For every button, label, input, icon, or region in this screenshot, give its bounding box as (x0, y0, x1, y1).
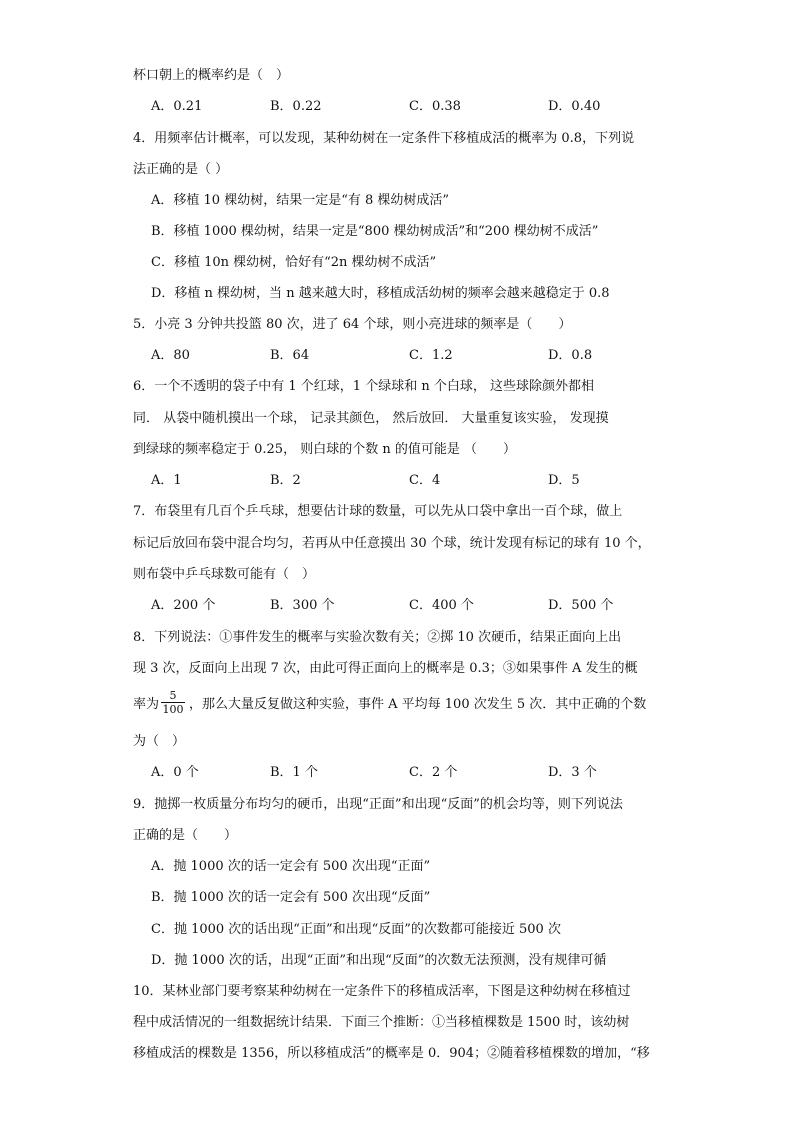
q7-options (151, 597, 691, 615)
q4-choice-b: B．移植 1000 棵幼树，结果一定是“800 棵幼树成活”和“200 棵幼树不成活” (151, 224, 599, 239)
q4-choice-a: A．移植 10 棵幼树，结果一定是“有 8 棵幼树成活” (151, 193, 450, 208)
q4-choice-d: D．移植 n 棵幼树，当 n 越来越大时，移植成活幼树的频率会越来越稳定于 0.8 (151, 286, 610, 301)
option-d: D．0.8 (548, 348, 593, 363)
q4-stem-line1: 4．用频率估计概率，可以发现，某种幼树在一定条件下移植成活的概率为 0.8，下列说 (133, 131, 635, 146)
q5-stem: 5．小亮 3 分钟共投篮 80 次，进了 64 个球，则小亮进球的频率是（ ） (133, 317, 572, 332)
q9-stem-line1: 9．抛掷一枚质量分布均匀的硬币，出现“正面”和出现“反面”的机会均等，则下列说法 (133, 797, 623, 812)
q9-choice-d: D．抛 1000 次的话，出现“正面”和出现“反面”的次数无法预测，没有规律可循 (151, 953, 607, 968)
q8-stem-line1: 8．下列说法：①事件发生的概率与实验次数有关；②掷 10 次硬币，结果正面向上出 (133, 630, 622, 645)
q8-stem-line2: 现 3 次，反面向上出现 7 次，由此可得正面向上的概率是 0.3；③如果事件 A 发生的概 (133, 661, 638, 676)
option-b: B．0.22 (270, 99, 322, 114)
q3-options (151, 98, 691, 116)
option-c: C．1.2 (409, 348, 453, 363)
fraction-numerator: 5 (161, 689, 185, 703)
option-a: A．0 个 (151, 765, 199, 780)
option-c: C．400 个 (409, 598, 474, 613)
q10-stem-line3: 移植成活的棵数是 1356，所以移植成活”的概率是 0．904；②随着移植棵数的增加，“移 (133, 1046, 650, 1061)
option-b: B．2 (270, 473, 301, 488)
option-c: C．0.38 (409, 99, 461, 114)
q8-stem-line4: 为（ ） (133, 734, 186, 749)
q6-stem-line3: 到绿球的频率稳定于 0.25， 则白球的个数 n 的值可能是 （ ） (133, 442, 516, 457)
q9-choice-c: C．抛 1000 次的话出现“正面”和出现“反面”的次数都可能接近 500 次 (151, 922, 561, 937)
option-d: D．500 个 (548, 598, 614, 613)
option-a: A．200 个 (151, 598, 216, 613)
option-a: A．80 (151, 348, 190, 363)
option-d: D．5 (548, 473, 580, 488)
q9-choice-b: B．抛 1000 次的话一定会有 500 次出现“反面” (151, 890, 431, 905)
option-b: B．1 个 (270, 765, 318, 780)
q8-stem-line3-rest: ，那么大量反复做这种实验，事件 A 平均每 100 次发生 5 次．其中正确的个数 (189, 697, 647, 712)
option-b: B．300 个 (270, 598, 335, 613)
option-a: A．0.21 (151, 99, 203, 114)
option-c: C．2 个 (409, 765, 458, 780)
q5-options (151, 347, 691, 365)
q9-stem-line2: 正确的是（ ） (133, 828, 238, 843)
q6-options (151, 472, 691, 490)
q7-stem-line1: 7．布袋里有几百个乒乓球，想要估计球的数量，可以先从口袋中拿出一百个球，做上 (133, 504, 623, 519)
q6-stem-line1: 6．一个不透明的袋子中有 1 个红球，1 个绿球和 n 个白球， 这些球除颜外都相 (133, 379, 594, 394)
q7-stem-line2: 标记后放回布袋中混合均匀，若再从中任意摸出 30 个球，统计发现有标记的球有 10 个， (133, 536, 651, 551)
q8-stem-line3-prefix: 率为 (133, 697, 160, 712)
option-d: D．3 个 (548, 765, 597, 780)
option-c: C．4 (409, 473, 441, 488)
q9-choice-a: A．抛 1000 次的话一定会有 500 次出现“正面” (151, 859, 431, 874)
option-b: B．64 (270, 348, 310, 363)
q6-stem-line2: 同． 从袋中随机摸出一个球， 记录其颜色， 然后放回． 大量重复该实验， 发现摸 (133, 411, 609, 426)
q8-options (151, 764, 691, 782)
q10-stem-line1: 10．某林业部门要考察某种幼树在一定条件下的移植成活率，下图是这种幼树在移植过 (133, 984, 631, 999)
option-d: D．0.40 (548, 99, 601, 114)
fraction-denominator: 100 (162, 703, 184, 716)
q10-stem-line2: 程中成活情况的一组数据统计结果．下面三个推断：①当移植棵数是 1500 时，该幼树 (133, 1015, 630, 1030)
option-a: A．1 (151, 473, 182, 488)
q7-stem-line3: 则布袋中乒乓球数可能有（ ） (133, 567, 316, 582)
q4-stem-line2: 法正确的是（ ） (133, 162, 229, 177)
q3-tail: 杯口朝上的概率约是（ ） (133, 68, 290, 83)
fraction (161, 689, 185, 716)
q4-choice-c: C．移植 10n 棵幼树，恰好有“2n 棵幼树不成活” (151, 255, 437, 270)
